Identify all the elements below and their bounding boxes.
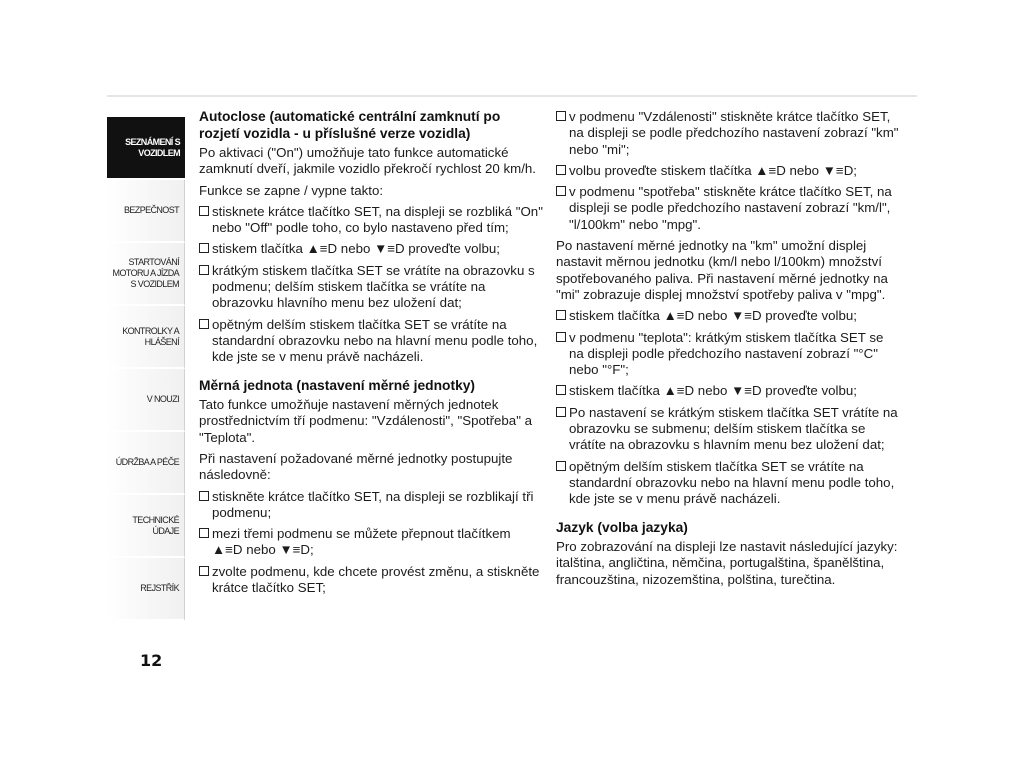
chapter-tabs — [107, 117, 185, 621]
tab-technicke-udaje[interactable] — [107, 495, 185, 558]
paragraph: Po aktivaci ("On") umožňuje tato funkce automatické zamknutí dveří, jakmile vozidlo překročí rychlost 20 km/h. — [199, 145, 536, 177]
tab-label: TECHNICKÉ ÚDAJE — [132, 514, 179, 536]
tab-label: KONTROLKY A HLÁŠENÍ — [122, 325, 179, 347]
list-item — [556, 184, 901, 233]
list-item — [556, 109, 901, 158]
right-column — [556, 109, 901, 593]
tab-seznameni[interactable] — [107, 117, 185, 180]
bullet-list — [199, 489, 544, 597]
checkbox-bullet-icon — [199, 319, 209, 329]
list-item — [199, 317, 544, 366]
list-item — [556, 330, 901, 379]
tab-startovani[interactable] — [107, 243, 185, 306]
list-item — [199, 489, 544, 522]
list-item-text: stiskněte krátce tlačítko SET, na displeji se rozblikají tři podmenu; — [212, 488, 534, 520]
checkbox-bullet-icon — [556, 310, 566, 320]
tab-udrzba[interactable] — [107, 432, 185, 495]
page-number: 12 — [140, 651, 163, 670]
section-title-jazyk: Jazyk (volba jazyka) — [556, 519, 688, 535]
list-item — [556, 163, 901, 179]
paragraph: Funkce se zapne / vypne takto: — [199, 182, 384, 198]
list-item-text: volbu proveďte stiskem tlačítka ▲≡D nebo ▼≡D; — [569, 162, 857, 178]
list-item-text: v podmenu "spotřeba" stiskněte krátce tlačítko SET, na displeji se podle předchozího nastavení zobrazí "km/l", "l/100km" nebo "mpg". — [569, 184, 892, 232]
tab-label: BEZPEČNOST — [123, 205, 179, 215]
checkbox-bullet-icon — [199, 528, 209, 538]
list-item-text: zvolte podmenu, kde chcete provést změnu, a stiskněte krátce tlačítko SET; — [212, 563, 540, 596]
tab-label: ÚDRŽBA A PÉČE — [115, 457, 179, 467]
list-item-text: Po nastavení se krátkým stiskem tlačítka SET vrátíte na obrazovku se submenu; delším stiskem tlačítka se vrátíte na obrazovku s hlavním menu bez uložení dat; — [569, 404, 898, 453]
checkbox-bullet-icon — [556, 186, 566, 196]
list-item-text: stiskem tlačítka ▲≡D nebo ▼≡D proveďte volbu; — [569, 308, 857, 324]
paragraph: Po nastavení měrné jednotky na "km" umožní displej nastavit měrnou jednotku (km/l nebo l/100km) množství spotřebovaného paliva. Při nastavení měrné jednotky na "mi" zobrazuje displej množství spotřeby paliva v "mpg". — [556, 238, 888, 302]
checkbox-bullet-icon — [556, 385, 566, 395]
list-item — [199, 204, 544, 237]
list-item — [199, 241, 544, 257]
left-column — [199, 109, 544, 601]
list-item-text: stiskem tlačítka ▲≡D nebo ▼≡D proveďte volbu; — [569, 383, 857, 399]
list-item-text: stisknete krátce tlačítko SET, na displeji se rozbliká "On" nebo "Off" podle toho, co bylo nastaveno před tím; — [212, 203, 543, 236]
checkbox-bullet-icon — [556, 111, 566, 121]
tab-label: STARTOVÁNÍ MOTORU A JÍZDA S VOZIDLEM — [112, 257, 179, 289]
list-item — [556, 459, 901, 508]
list-item — [199, 263, 544, 312]
checkbox-bullet-icon — [199, 206, 209, 216]
list-item-text: opětným delším stiskem tlačítka SET se vrátíte na standardní obrazovku nebo na hlavní menu podle toho, kde jste se v menu právě nacházeli. — [212, 316, 538, 365]
tab-rejstrik[interactable] — [107, 558, 185, 621]
list-item — [556, 383, 901, 399]
paragraph: Tato funkce umožňuje nastavení měrných jednotek prostřednictvím tří podmenu: "Vzdálenosti", "Spotřeba" a "Teplota". — [199, 397, 533, 445]
tab-label: V NOUZI — [146, 394, 179, 404]
list-item — [556, 405, 901, 454]
checkbox-bullet-icon — [556, 332, 566, 342]
checkbox-bullet-icon — [199, 265, 209, 275]
list-item — [199, 564, 544, 597]
checkbox-bullet-icon — [199, 243, 209, 253]
section-title-autoclose: Autoclose (automatické centrální zamknutí po rozjetí vozidla - u příslušné verze vozidla) — [199, 109, 501, 141]
tab-kontrolky[interactable] — [107, 306, 185, 369]
tab-v-nouzi[interactable] — [107, 369, 185, 432]
tab-label: REJSTŘÍK — [140, 583, 179, 593]
list-item-text: krátkým stiskem tlačítka SET se vrátíte na obrazovku s podmenu; delším stiskem tlačítka se vrátíte na obrazovku hlavního menu bez uložení dat; — [212, 262, 535, 311]
list-item — [199, 526, 544, 559]
section-title-merna-jednota: Měrná jednota (nastavení měrné jednotky) — [199, 377, 476, 393]
tab-bezpecnost[interactable] — [107, 180, 185, 243]
checkbox-bullet-icon — [556, 461, 566, 471]
tab-label: SEZNÁMENÍ S VOZIDLEM — [125, 136, 180, 158]
list-item — [556, 308, 901, 324]
checkbox-bullet-icon — [556, 407, 566, 417]
bullet-list — [556, 109, 901, 233]
list-item-text: stiskem tlačítka ▲≡D nebo ▼≡D proveďte volbu; — [212, 241, 500, 257]
checkbox-bullet-icon — [199, 566, 209, 576]
checkbox-bullet-icon — [199, 491, 209, 501]
bullet-list — [556, 308, 901, 507]
top-divider — [107, 95, 917, 97]
bullet-list — [199, 204, 544, 366]
checkbox-bullet-icon — [556, 165, 566, 175]
list-item-text: v podmenu "teplota": krátkým stiskem tlačítka SET se na displeji podle předchozího nastavení zobrazí "°C" nebo "°F"; — [569, 329, 884, 378]
list-item-text: mezi třemi podmenu se můžete přepnout tlačítkem ▲≡D nebo ▼≡D; — [212, 526, 511, 558]
paragraph: Pro zobrazování na displeji lze nastavit následující jazyky: italština, angličtina, němčina, portugalština, španělština, francouzština, nizozemština, polština, turečtina. — [556, 539, 898, 587]
paragraph: Při nastavení požadované měrné jednotky postupujte následovně: — [199, 450, 513, 483]
list-item-text: v podmenu "Vzdálenosti" stiskněte krátce tlačítko SET, na displeji se podle předchozího nastavení zobrazí "km" nebo "mi"; — [569, 109, 899, 157]
list-item-text: opětným delším stiskem tlačítka SET se vrátíte na standardní obrazovku nebo na hlavní menu podle toho, kde jste se v menu právě nacházeli. — [569, 458, 895, 507]
